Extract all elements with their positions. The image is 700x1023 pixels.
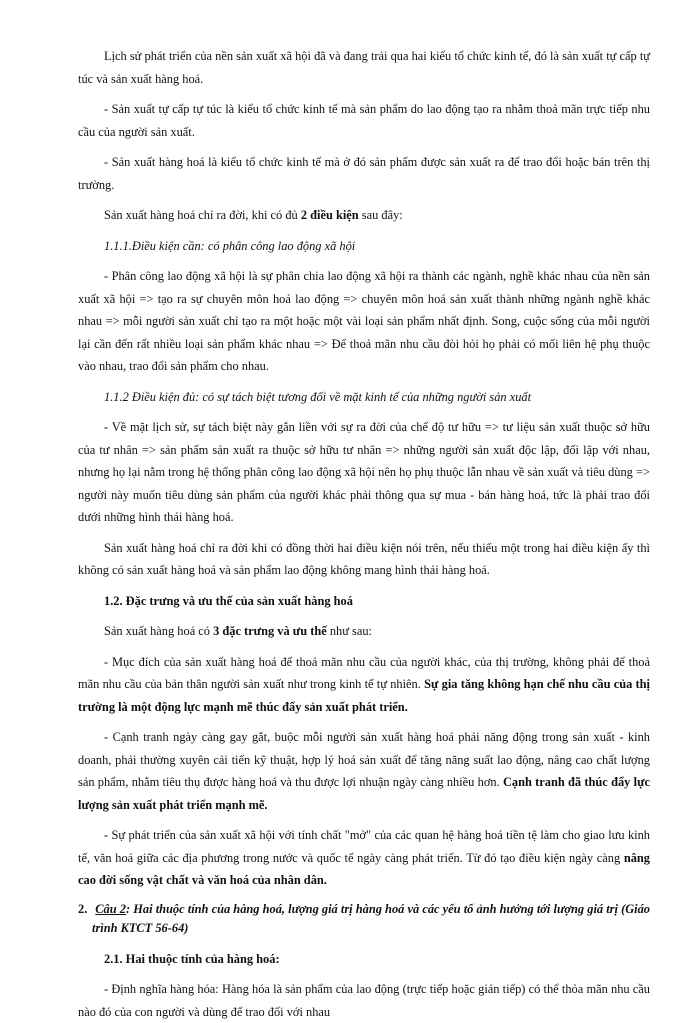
- question-label: Câu 2: [95, 901, 126, 916]
- paragraph-both-conditions: Sản xuất hàng hoá chỉ ra đời khi có đồng thời hai điều kiện nói trên, nếu thiếu một trong hai điều kiện ấy thì không có sản xuất hàng hoá và sản phẩm lao động không mang hình thái hàng hoá.: [78, 540, 650, 577]
- paragraph-separation: - Về mặt lịch sử, sự tách biệt này gắn liền với sự ra đời của chế độ tư hữu => tư liệu sản xuất thuộc sở hữu của tư nhân => sản phẩm sản xuất ra thuộc sở hữu tư nhân => những người sản xuất độc lập, đối lập với nhau, nhưng họ lại nằm trong hệ thống phân công lao động xã hội nên họ phụ thuộc lẫn nhau về sản xuất và tiêu dùng => người này muốn tiêu dùng sản phẩm của người khác phải thông qua sự mua - bán hàng hoá, tức là phải trao đổi dưới những hình thái hàng hoá.: [78, 420, 650, 524]
- paragraph-feature-competition: - Cạnh tranh ngày càng gay gắt, buộc mỗi người sản xuất hàng hoá phải năng động trong sản xuất - kinh doanh, phải thường xuyên cải tiến kỹ thuật, hợp lý hoá sản xuất để tăng năng suất lao động, nâng cao chất lượng sản phẩm, nhằm tiêu thụ được hàng hoá và thu được lợi nhuận ngày càng nhiều hơn. Cạnh tranh đã thúc đẩy lực lượng sản xuất phát triển mạnh mẽ.: [78, 730, 651, 812]
- paragraph-division-of-labor: - Phân công lao động xã hội là sự phân chia lao động xã hội ra thành các ngành, nghề khác nhau của nền sản xuất xã hội => tạo ra sự chuyên môn hoá lao động => chuyên môn hoá sản xuất thành những ngành nghề khác nhau => mỗi người sản xuất chỉ tạo ra một hoặc một vài loại sản phẩm nhất định. Song, cuộc sống của mỗi người lại cần đến rất nhiều loại sản phẩm khác nhau => Để thoả mãn nhu cầu đòi hỏi họ phải có mối liên hệ phụ thuộc vào nhau, trao đổi sản phẩm cho nhau.: [78, 269, 650, 373]
- heading-1-1-2: 1.1.2 Điều kiện đủ: có sự tách biệt tương đối về mặt kinh tế của những người sản xuất: [104, 389, 532, 404]
- heading-1-1-1: 1.1.1.Điều kiện cần: có phân công lao động xã hội: [104, 238, 356, 253]
- bold-feature-purpose: Sự gia tăng không hạn chế nhu cầu của thị trường là một động lực mạnh mẽ thúc đẩy sản xuất phát triển.: [78, 677, 650, 714]
- paragraph-feature-purpose: - Mục đích của sản xuất hàng hoá để thoả mãn nhu cầu của người khác, của thị trường, không phải để thoả mãn nhu cầu của bản thân người sản xuất như trong kinh tế tự nhiên. Sự gia tăng không hạn chế nhu cầu của thị trường là một động lực mạnh mẽ thúc đẩy sản xuất phát triển.: [78, 654, 650, 714]
- paragraph-three-features: Sản xuất hàng hoá có 3 đặc trưng và ưu thế như sau:: [104, 624, 372, 638]
- question-number: 2.: [78, 901, 88, 916]
- paragraph-conditions: Sản xuất hàng hoá chỉ ra đời, khi có đủ 2 điều kiện sau đây:: [104, 208, 403, 222]
- heading-1-2: 1.2. Đặc trưng và ưu thế của sản xuất hàng hoá: [104, 593, 353, 608]
- paragraph-definition: - Định nghĩa hàng hóa: Hàng hóa là sản phẩm của lao động (trực tiếp hoặc gián tiếp) có thể thỏa mãn nhu cầu nào đó của con người và dùng để trao đổi với nhau: [78, 982, 650, 1019]
- bold-two-conditions: 2 điều kiện: [300, 208, 359, 222]
- paragraph-commodity-production: - Sản xuất hàng hoá là kiểu tổ chức kinh tế mà ở đó sản phẩm được sản xuất ra để trao đổi hoặc bán trên thị trường.: [78, 155, 650, 192]
- paragraph-self-sufficient: - Sản xuất tự cấp tự túc là kiểu tổ chức kinh tế mà sản phẩm do lao động tạo ra nhằm thoả mãn trực tiếp nhu cầu của người sản xuất.: [78, 102, 650, 139]
- bold-feature-competition: Cạnh tranh đã thúc đẩy lực lượng sản xuất phát triển mạnh mẽ.: [78, 775, 651, 812]
- bold-feature-open: nâng cao đời sống vật chất và văn hoá của nhân dân.: [78, 850, 650, 887]
- paragraph-feature-open: - Sự phát triển của sản xuất xã hội với tính chất "mở" của các quan hệ hàng hoá tiền tệ làm cho giao lưu kinh tế, văn hoá giữa các địa phương trong nước và quốc tế ngày càng phát triển. Từ đó tạo điều kiện ngày càng nâng cao đời sống vật chất và văn hoá của nhân dân.: [78, 828, 650, 887]
- paragraph-intro: Lịch sử phát triển của nền sản xuất xã hội đã và đang trải qua hai kiểu tổ chức kinh tế, đó là sản xuất tự cấp tự túc và sản xuất hàng hoá.: [78, 49, 650, 86]
- heading-2-1: 2.1. Hai thuộc tính của hàng hoá:: [104, 951, 280, 966]
- bold-three-features: 3 đặc trưng và ưu thế: [213, 624, 327, 638]
- question-2-heading: 2. Câu 2: Hai thuộc tính của hàng hoá, lượng giá trị hàng hoá và các yếu tố ảnh hưởng tới lượng giá trị (Giáo trình KTCT 56-64): [78, 901, 650, 935]
